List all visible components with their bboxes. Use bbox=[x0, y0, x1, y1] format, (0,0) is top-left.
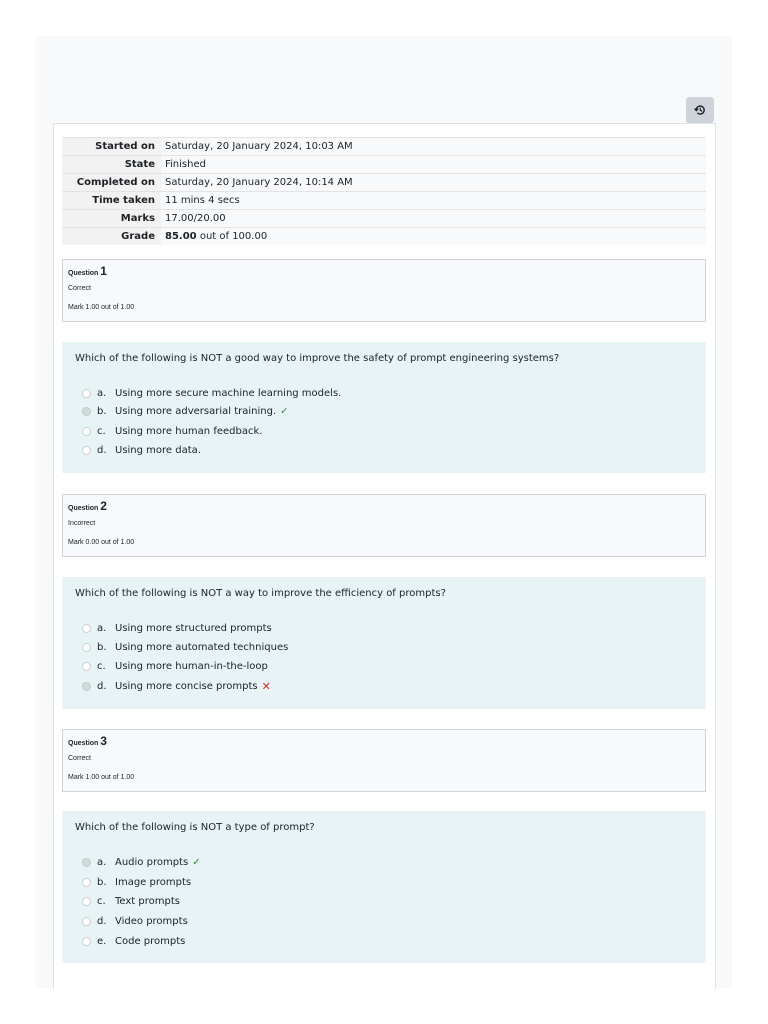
answer-option-b[interactable] bbox=[82, 404, 289, 418]
question-2-content bbox=[62, 577, 706, 709]
review-history-button[interactable] bbox=[686, 97, 714, 123]
option-text: Using more secure machine learning models. bbox=[115, 387, 342, 399]
radio-button-selected[interactable] bbox=[82, 682, 91, 691]
history-icon bbox=[694, 104, 706, 116]
summary-label: Started on bbox=[62, 138, 161, 156]
summary-row-state bbox=[62, 156, 706, 174]
question-num: 1 bbox=[100, 264, 107, 278]
summary-label: Grade bbox=[62, 228, 161, 246]
option-text: Using more data. bbox=[115, 444, 201, 456]
summary-row-completed bbox=[62, 174, 706, 192]
question-grade: Mark 1.00 out of 1.00 bbox=[68, 304, 135, 311]
question-number bbox=[68, 499, 107, 513]
question-text: Which of the following is NOT a way to improve the efficiency of prompts? bbox=[75, 588, 446, 599]
summary-value bbox=[161, 228, 706, 246]
summary-value: Saturday, 20 January 2024, 10:03 AM bbox=[161, 138, 706, 156]
question-number bbox=[68, 264, 107, 278]
radio-button-selected[interactable] bbox=[82, 407, 91, 416]
option-letter: a. bbox=[97, 622, 107, 634]
option-text: Using more human feedback. bbox=[115, 425, 263, 437]
correct-check-icon: ✓ bbox=[192, 856, 201, 868]
option-text: Using more automated techniques bbox=[115, 641, 289, 653]
grade-out-of: out of 100.00 bbox=[196, 231, 268, 242]
option-text: Using more concise prompts bbox=[115, 680, 258, 692]
answer-option-b[interactable] bbox=[82, 875, 191, 889]
question-grade: Mark 1.00 out of 1.00 bbox=[68, 774, 135, 781]
answer-option-c[interactable] bbox=[82, 659, 268, 673]
option-letter: a. bbox=[97, 856, 107, 868]
answer-option-b[interactable] bbox=[82, 640, 288, 654]
summary-label: Marks bbox=[62, 210, 161, 228]
summary-value: Saturday, 20 January 2024, 10:14 AM bbox=[161, 174, 706, 192]
question-state: Correct bbox=[68, 285, 91, 292]
radio-button[interactable] bbox=[82, 446, 91, 455]
question-num: 2 bbox=[100, 499, 107, 513]
option-letter: a. bbox=[97, 387, 107, 399]
question-text: Which of the following is NOT a good way to improve the safety of prompt engineering systems? bbox=[75, 353, 560, 364]
option-letter: b. bbox=[97, 876, 107, 888]
question-state: Incorrect bbox=[68, 520, 96, 527]
question-state: Correct bbox=[68, 755, 91, 762]
question-2-info bbox=[62, 494, 706, 557]
question-num: 3 bbox=[100, 734, 107, 748]
option-text: Using more adversarial training. bbox=[115, 405, 277, 417]
option-letter: c. bbox=[97, 660, 106, 672]
radio-button[interactable] bbox=[82, 897, 91, 906]
question-3-content bbox=[62, 811, 706, 963]
summary-row-marks bbox=[62, 210, 706, 228]
radio-button[interactable] bbox=[82, 662, 91, 671]
option-text: Image prompts bbox=[115, 876, 192, 888]
answer-option-e[interactable] bbox=[82, 934, 185, 948]
option-text: Audio prompts bbox=[115, 856, 189, 868]
summary-label: Time taken bbox=[62, 192, 161, 210]
radio-button[interactable] bbox=[82, 427, 91, 436]
answer-option-d[interactable] bbox=[82, 914, 188, 928]
question-prefix: Question bbox=[68, 505, 101, 512]
answer-option-a[interactable] bbox=[82, 621, 272, 635]
grade-value: 85.00 bbox=[165, 231, 197, 242]
radio-button[interactable] bbox=[82, 917, 91, 926]
option-letter: b. bbox=[97, 405, 107, 417]
option-text: Using more human-in-the-loop bbox=[115, 660, 268, 672]
answer-option-a[interactable] bbox=[82, 855, 201, 869]
question-number bbox=[68, 734, 107, 748]
radio-button[interactable] bbox=[82, 937, 91, 946]
summary-row-started bbox=[62, 138, 706, 156]
summary-value: Finished bbox=[161, 156, 706, 174]
summary-row-grade bbox=[62, 228, 706, 246]
option-letter: d. bbox=[97, 680, 107, 692]
option-text: Code prompts bbox=[115, 935, 186, 947]
radio-button-selected[interactable] bbox=[82, 858, 91, 867]
option-text: Video prompts bbox=[115, 915, 188, 927]
correct-check-icon: ✓ bbox=[280, 405, 289, 417]
answer-option-d[interactable] bbox=[82, 679, 271, 693]
summary-value: 11 mins 4 secs bbox=[161, 192, 706, 210]
question-1-content bbox=[62, 342, 706, 473]
summary-label: Completed on bbox=[62, 174, 161, 192]
option-text: Text prompts bbox=[115, 895, 180, 907]
question-3-info bbox=[62, 729, 706, 792]
radio-button[interactable] bbox=[82, 643, 91, 652]
option-text: Using more structured prompts bbox=[115, 622, 272, 634]
incorrect-cross-icon: ✕ bbox=[261, 679, 271, 693]
radio-button[interactable] bbox=[82, 878, 91, 887]
attempt-summary-table bbox=[62, 137, 706, 245]
answer-option-c[interactable] bbox=[82, 894, 180, 908]
answer-option-c[interactable] bbox=[82, 424, 262, 438]
option-letter: e. bbox=[97, 935, 107, 947]
summary-label: State bbox=[62, 156, 161, 174]
option-letter: d. bbox=[97, 915, 107, 927]
answer-option-a[interactable] bbox=[82, 386, 341, 400]
summary-row-time-taken bbox=[62, 192, 706, 210]
option-letter: c. bbox=[97, 425, 106, 437]
answer-option-d[interactable] bbox=[82, 443, 201, 457]
question-text: Which of the following is NOT a type of prompt? bbox=[75, 822, 315, 833]
option-letter: d. bbox=[97, 444, 107, 456]
option-letter: c. bbox=[97, 895, 106, 907]
question-grade: Mark 0.00 out of 1.00 bbox=[68, 539, 135, 546]
radio-button[interactable] bbox=[82, 389, 91, 398]
question-1-info bbox=[62, 259, 706, 322]
summary-value: 17.00/20.00 bbox=[161, 210, 706, 228]
question-prefix: Question bbox=[68, 740, 101, 747]
radio-button[interactable] bbox=[82, 624, 91, 633]
option-letter: b. bbox=[97, 641, 107, 653]
question-prefix: Question bbox=[68, 270, 101, 277]
